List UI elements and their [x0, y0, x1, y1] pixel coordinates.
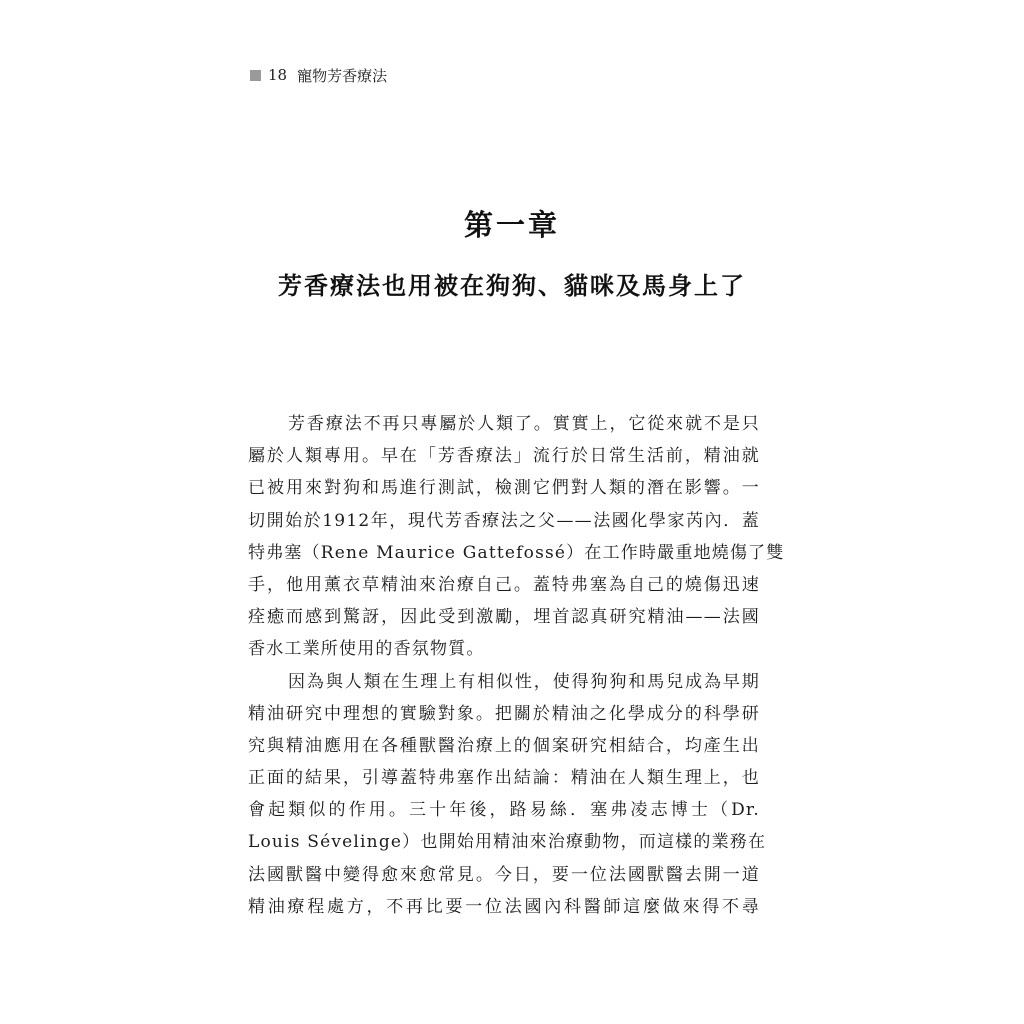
text-line: 已被用來對狗和馬進行測試，檢測它們對人類的潛在影響。一 [248, 478, 760, 499]
body-text [248, 408, 785, 923]
text-line: 手，他用薰衣草精油來治療自己。蓋特弗塞為自己的燒傷迅速 [248, 574, 760, 595]
text-line: 精油研究中理想的實驗對象。把關於精油之化學成分的科學研 [248, 703, 760, 724]
text-line: 屬於人類專用。早在「芳香療法」流行於日常生活前，精油就 [248, 446, 760, 467]
text-line: 香水工業所使用的香氛物質。 [248, 639, 485, 660]
page-number: 18 [268, 66, 288, 84]
text-line: Louis Sévelinge）也開始用精油來治療動物，而這樣的業務在 [248, 832, 767, 853]
paragraph-1 [248, 408, 785, 666]
text-line: 正面的結果，引導蓋特弗塞作出結論：精油在人類生理上，也 [248, 768, 760, 789]
text-line: 因為與人類在生理上有相似性，使得狗狗和馬兒成為早期 [288, 671, 760, 692]
text-line: 精油療程處方，不再比要一位法國內科醫師這麼做來得不尋 [248, 896, 760, 917]
book-title: 寵物芳香療法 [297, 66, 388, 85]
chapter-label: 第一章 [463, 208, 560, 242]
text-line: 芳香療法不再只專屬於人類了。實實上，它從來就不是只 [288, 414, 760, 434]
header-square-icon [250, 70, 261, 81]
text-line: 會起類似的作用。三十年後，路易絲．塞弗凌志博士（Dr. [248, 800, 760, 821]
text-line: 法國獸醫中變得愈來愈常見。今日，要一位法國獸醫去開一道 [248, 864, 760, 885]
text-line: 痊癒而感到驚訝，因此受到激勵，埋首認真研究精油——法國 [248, 607, 760, 628]
chapter-title: 芳香療法也用被在狗狗、貓咪及馬身上了 [278, 271, 746, 300]
text-line: 特弗塞（Rene Maurice Gattefossé）在工作時嚴重地燒傷了雙 [248, 542, 785, 563]
text-line: 切開始於1912年，現代芳香療法之父——法國化學家芮內．蓋 [248, 510, 760, 531]
text-line: 究與精油應用在各種獸醫治療上的個案研究相結合，均產生出 [248, 735, 760, 756]
paragraph-2 [248, 666, 767, 924]
running-header [250, 64, 387, 86]
